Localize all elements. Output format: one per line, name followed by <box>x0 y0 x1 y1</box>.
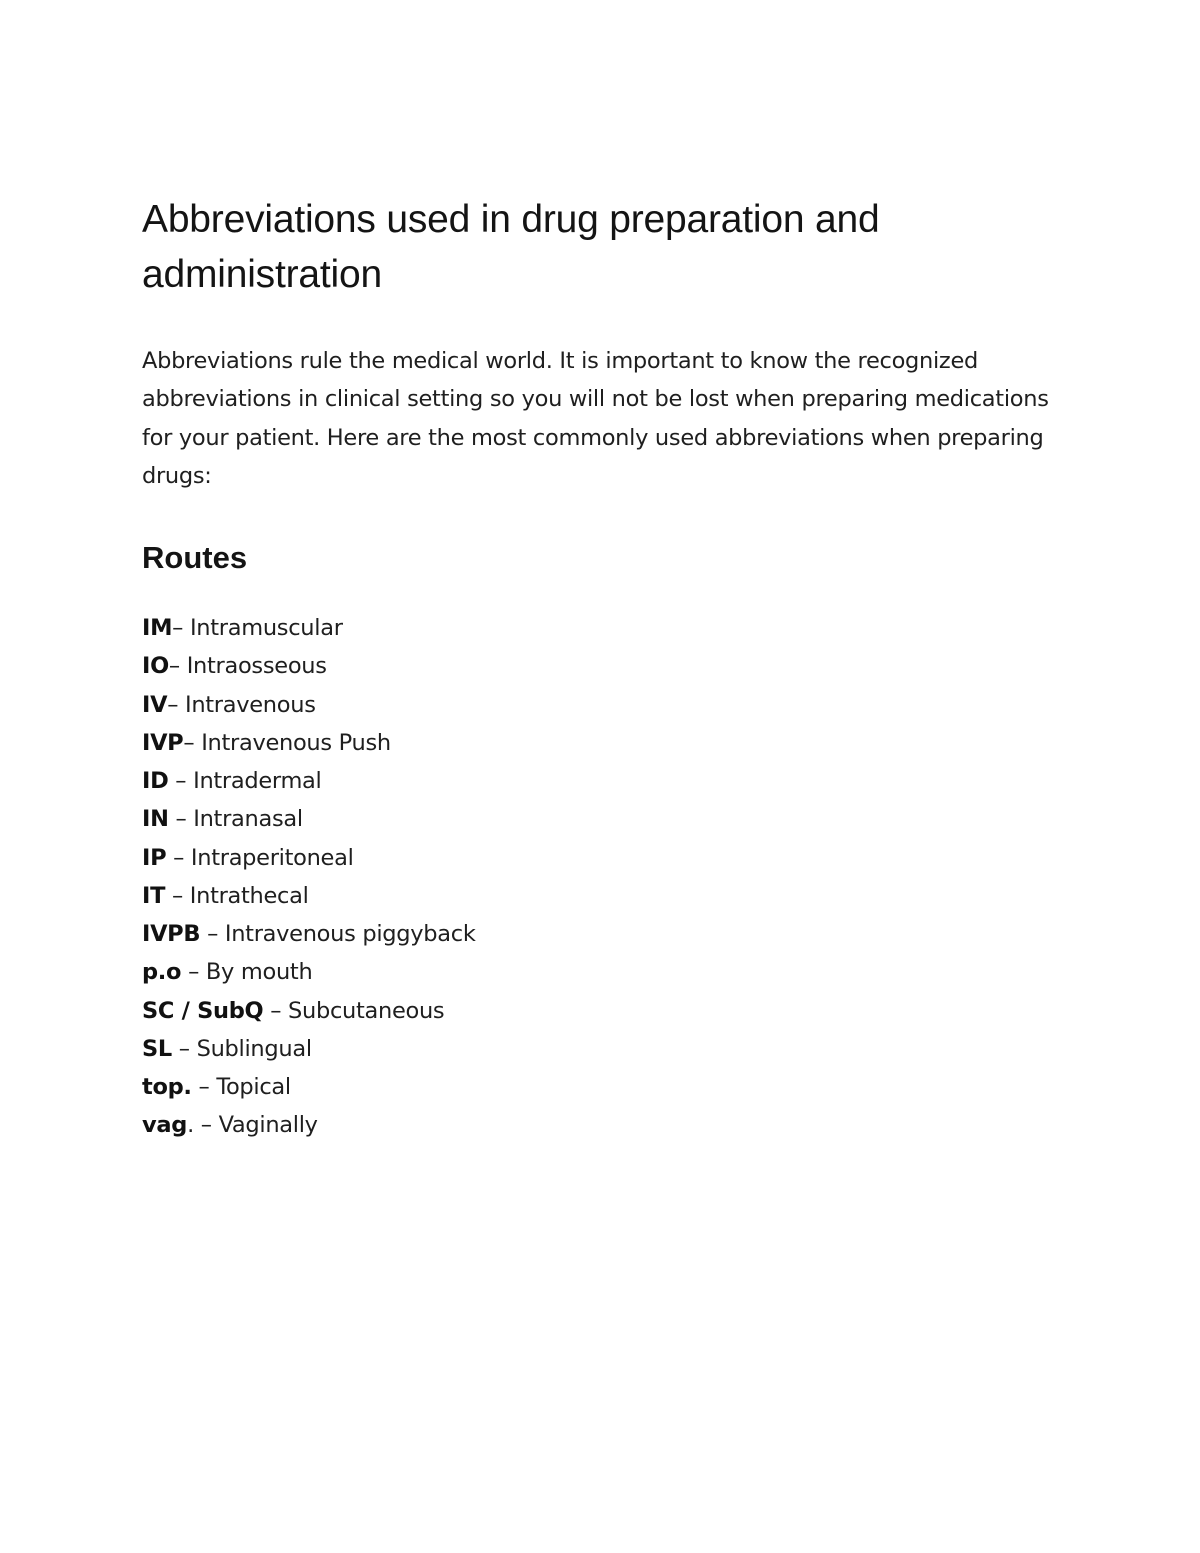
route-abbr: top. <box>142 1074 192 1101</box>
route-meaning: – Intravenous piggyback <box>200 921 476 948</box>
route-item-id <box>142 762 1062 800</box>
route-meaning: – By mouth <box>181 959 313 986</box>
route-item-ivpb <box>142 915 1062 953</box>
route-item-io <box>142 647 1062 685</box>
route-item-iv <box>142 686 1062 724</box>
route-abbr: ID <box>142 768 169 795</box>
route-abbr: vag <box>142 1112 188 1139</box>
document-page <box>142 192 1062 1145</box>
route-item-im <box>142 609 1062 647</box>
document-title: Abbreviations used in drug preparation and administration <box>142 198 880 296</box>
route-item-top <box>142 1068 1062 1106</box>
route-abbr: IP <box>142 844 167 871</box>
route-abbr: IV <box>142 691 168 718</box>
route-meaning: . – Vaginally <box>187 1112 318 1139</box>
route-item-sc-subq <box>142 992 1062 1030</box>
route-meaning: – Subcutaneous <box>263 997 445 1024</box>
route-item-in <box>142 800 1062 838</box>
route-meaning: – Intravenous Push <box>183 729 391 756</box>
route-abbr: p.o <box>142 959 182 986</box>
route-meaning: – Sublingual <box>171 1035 312 1062</box>
route-item-vag <box>142 1106 1062 1144</box>
route-meaning: – Intraosseous <box>168 653 327 680</box>
route-abbr: IO <box>142 653 169 680</box>
route-abbr: IN <box>142 806 169 833</box>
route-item-po <box>142 953 1062 991</box>
route-item-ivp <box>142 724 1062 762</box>
route-meaning: – Intraperitoneal <box>166 844 354 871</box>
routes-list <box>142 609 1062 1145</box>
route-item-sl <box>142 1030 1062 1068</box>
route-meaning: – Intranasal <box>168 806 303 833</box>
route-abbr: IM <box>142 615 173 642</box>
route-item-ip <box>142 839 1062 877</box>
route-item-it <box>142 877 1062 915</box>
route-meaning: – Intradermal <box>168 768 322 795</box>
intro-paragraph: Abbreviations rule the medical world. It is important to know the recognized abbreviations in clinical setting so you will not be lost when preparing medications for your patient. Here are the most commonly used abbreviations when preparing drugs: <box>142 348 1049 489</box>
route-meaning: – Intravenous <box>167 691 316 718</box>
route-abbr: SL <box>142 1035 172 1062</box>
route-abbr: SC / SubQ <box>142 997 264 1024</box>
route-meaning: – Topical <box>191 1074 291 1101</box>
route-abbr: IT <box>142 882 166 909</box>
route-meaning: – Intramuscular <box>172 615 343 642</box>
route-abbr: IVPB <box>142 921 201 948</box>
route-meaning: – Intrathecal <box>165 882 309 909</box>
route-abbr: IVP <box>142 729 184 756</box>
routes-heading: Routes <box>142 540 248 576</box>
